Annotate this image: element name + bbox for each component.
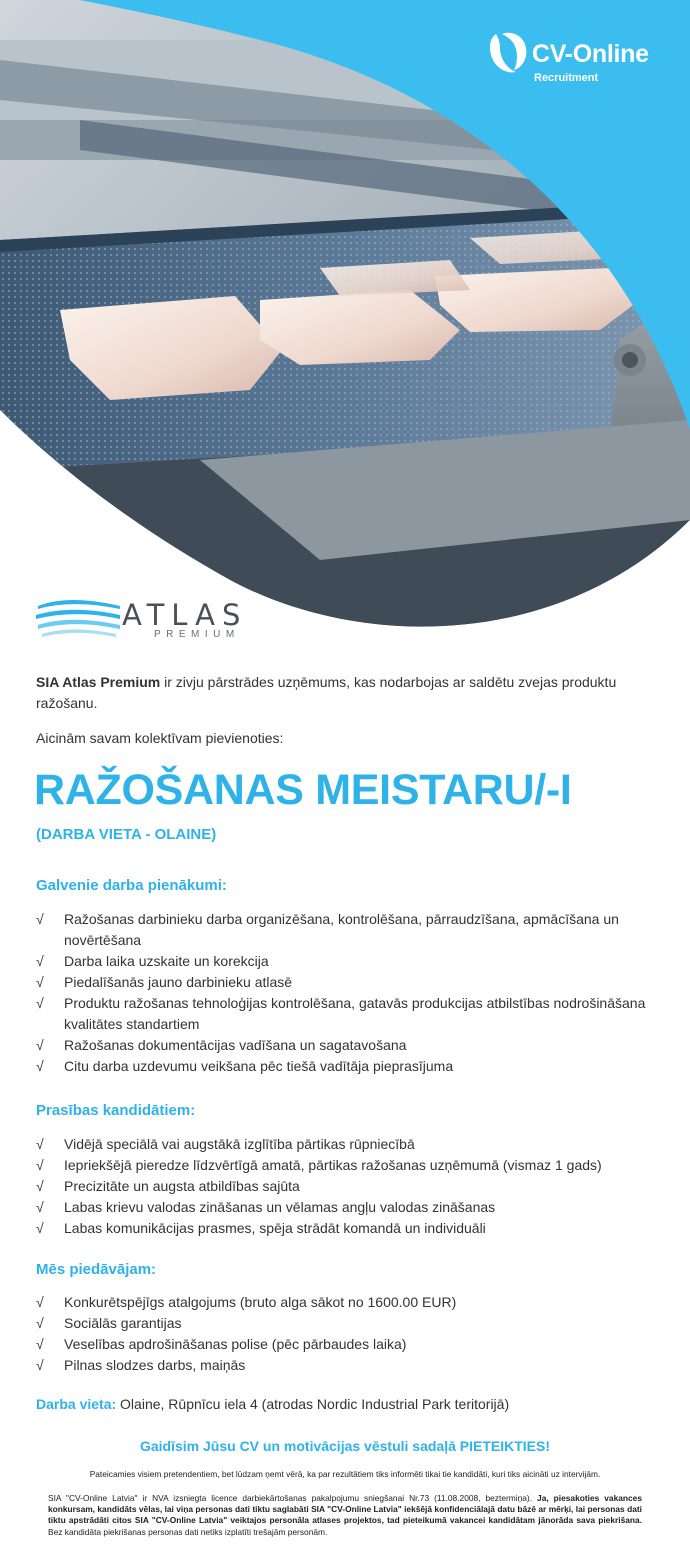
checkmark-icon: √ (36, 1199, 44, 1215)
apply-call-to-action: Gaidīsim Jūsu CV un motivācijas vēstuli sadaļā PIETEIKTIES! (139, 1438, 551, 1454)
cv-online-name: CV-Online (532, 40, 649, 68)
offer-heading: Mēs piedāvājam: (36, 1261, 157, 1278)
requirement-item (36, 1197, 660, 1218)
atlas-wordmark: ATLAS (122, 598, 248, 632)
offer-item-text: Sociālās garantijas (64, 1315, 182, 1331)
duty-item (36, 1035, 660, 1056)
requirement-item-text: Labas krievu valodas zināšanas un vēlamas angļu valodas zināšanas (64, 1199, 496, 1215)
offer-item (36, 1313, 660, 1334)
duty-item (36, 909, 660, 951)
license-text-b: Ja, piesakoties vakances konkursam, kandidāts vēlas, lai viņa personas dati tiktu saglabāti SIA "CV-Online Latvia" iekšējā konfidenciālajā datu bāzē ar mērķi, lai personas dati tiktu apstrādāti citos SIA "CV-Online Latvia" veiktajos personāla atlases projektos, tad pieteikumā vakancei kandidātam jānorāda sava piekrišana. (48, 1493, 642, 1526)
requirement-item-text: Iepriekšējā pieredze līdzvērtīgā amatā, pārtikas ražošanas uzņēmumā (vismaz 1 gads) (64, 1157, 602, 1173)
checkmark-icon: √ (36, 1336, 44, 1352)
checkmark-icon: √ (36, 1136, 44, 1152)
duty-item-text: Darba laika uzskaite un korekcija (64, 953, 269, 969)
cv-online-subtitle: Recruitment (534, 72, 599, 84)
checkmark-icon: √ (36, 953, 44, 969)
requirement-item (36, 1155, 660, 1176)
atlas-wave-icon (36, 596, 122, 640)
job-title: RAŽOŠANAS MEISTARU/-I (34, 766, 572, 814)
duties-heading: Galvenie darba pienākumi: (36, 877, 227, 894)
fine-print-license (48, 1493, 642, 1538)
duties-list (36, 909, 660, 1077)
checkmark-icon: √ (36, 974, 44, 990)
workplace (36, 1394, 509, 1415)
job-location-note: (DARBA VIETA - OLAINE) (36, 826, 217, 843)
duty-item-text: Produktu ražošanas tehnoloģijas kontrolēšana, gatavās produkcijas atbilstības nodrošināšana kvalitātes standartiem (64, 995, 646, 1032)
duty-item (36, 993, 660, 1035)
invite-text: Aicinām savam kolektīvam pievienoties: (36, 730, 284, 746)
checkmark-icon: √ (36, 911, 44, 927)
checkmark-icon: √ (36, 1315, 44, 1331)
checkmark-icon: √ (36, 1157, 44, 1173)
hero-banner (0, 0, 690, 660)
duty-item-text: Ražošanas darbinieku darba organizēšana, kontrolēšana, pārraudzīšana, apmācīšana un novērtēšana (64, 911, 619, 948)
checkmark-icon: √ (36, 1037, 44, 1053)
workplace-value: Olaine, Rūpnīcu iela 4 (atrodas Nordic Industrial Park teritorijā) (116, 1396, 510, 1412)
atlas-premium-logo (36, 596, 248, 646)
offer-item-text: Konkurētspējīgs atalgojums (bruto alga sākot no 1600.00 EUR) (64, 1294, 457, 1310)
checkmark-icon: √ (36, 1178, 44, 1194)
offer-item (36, 1334, 660, 1355)
requirement-item-text: Precizitāte un augsta atbildības sajūta (64, 1178, 300, 1194)
license-text-c: Bez kandidāta piekrišanas personas dati netiks izplatīti trešajām personām. (48, 1526, 328, 1537)
requirement-item-text: Vidējā speciālā vai augstākā izglītība pārtikas rūpniecībā (64, 1136, 415, 1152)
cv-online-logo[interactable] (488, 30, 668, 90)
atlas-submark: PREMIUM (154, 629, 240, 640)
offer-item (36, 1292, 660, 1313)
offer-item-text: Veselības apdrošināšanas polise (pēc pārbaudes laika) (64, 1336, 407, 1352)
workplace-label: Darba vieta: (36, 1396, 117, 1412)
company-name: SIA Atlas Premium (36, 674, 161, 690)
duty-item (36, 1056, 660, 1077)
fine-print-thanks: Pateicamies visiem pretendentiem, bet lūdzam ņemt vērā, ka par rezultātiem tiks informēti tikai tie kandidāti, kuri tiks aicināti uz intervijām. (89, 1469, 601, 1479)
requirements-list (36, 1134, 660, 1239)
requirement-item-text: Labas komunikācijas prasmes, spēja strādāt komandā un individuāli (64, 1220, 486, 1236)
checkmark-icon: √ (36, 1058, 44, 1074)
company-intro (36, 672, 656, 714)
checkmark-icon: √ (36, 995, 44, 1011)
requirement-item (36, 1134, 660, 1155)
duty-item (36, 972, 660, 993)
checkmark-icon: √ (36, 1357, 44, 1373)
requirements-heading: Prasības kandidātiem: (36, 1102, 196, 1119)
cv-online-mark-icon (488, 30, 530, 76)
offer-list (36, 1292, 660, 1376)
offer-item (36, 1355, 660, 1376)
license-text-a: SIA "CV-Online Latvia" ir NVA izsniegta licence darbiekārtošanas pakalpojumu sniegšanai Nr.73 (11.08.2008, beztermiņa). (48, 1493, 538, 1503)
duty-item-text: Citu darba uzdevumu veikšana pēc tiešā vadītāja pieprasījuma (64, 1058, 454, 1074)
requirement-item (36, 1176, 660, 1197)
duty-item-text: Piedalīšanās jauno darbinieku atlasē (64, 974, 293, 990)
offer-item-text: Pilnas slodzes darbs, maiņās (64, 1357, 246, 1373)
requirement-item (36, 1218, 660, 1239)
hero-photo (0, 0, 690, 660)
checkmark-icon: √ (36, 1294, 44, 1310)
checkmark-icon: √ (36, 1220, 44, 1236)
duty-item (36, 951, 660, 972)
company-description: ir zivju pārstrādes uzņēmums, kas nodarbojas ar saldētu zvejas produktu ražošanu. (36, 674, 617, 711)
duty-item-text: Ražošanas dokumentācijas vadīšana un sagatavošana (64, 1037, 407, 1053)
